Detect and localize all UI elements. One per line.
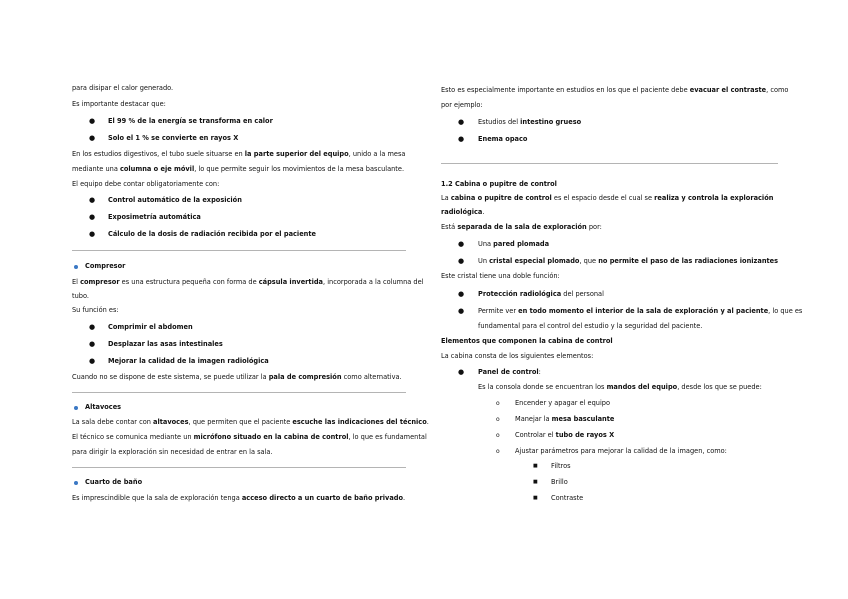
square-bullet-icon: ■ — [533, 479, 538, 485]
list-item: Comprimir el abdomen — [108, 323, 193, 331]
paragraph: Esto es especialmente importante en estudios en los que el paciente debe evacuar el contraste, como — [441, 86, 789, 94]
list-item: Desplazar las asas intestinales — [108, 340, 223, 348]
sub-list-item: Controlar el tubo de rayos X — [515, 431, 615, 439]
paragraph: Es importante destacar que: — [72, 100, 166, 108]
paragraph: Su función es: — [72, 306, 119, 314]
paragraph: mediante una columna o eje móvil, lo que permite seguir los movimientos de la mesa basculante. — [72, 165, 405, 173]
square-bullet-icon: ■ — [533, 495, 538, 501]
paragraph: para dirigir la exploración sin necesidad de entrar en la sala. — [72, 448, 273, 456]
section-heading: Cuarto de baño — [85, 478, 143, 486]
paragraph: radiológica. — [441, 208, 485, 216]
sub-sub-list-item: Brillo — [551, 478, 568, 486]
section-bullet-icon — [74, 265, 78, 269]
sub-sub-list-item: Filtros — [551, 462, 571, 470]
list-item: Un cristal especial plomado, que no permite el paso de las radiaciones ionizantes — [478, 257, 779, 265]
bullet-icon: ● — [458, 257, 465, 265]
bullet-icon: ● — [458, 135, 465, 143]
sub-sub-list-item: Contraste — [551, 494, 584, 502]
divider — [72, 250, 406, 251]
circle-bullet-icon: o — [496, 400, 500, 407]
paragraph: por ejemplo: — [441, 101, 483, 109]
bullet-icon: ● — [89, 230, 96, 238]
list-item: Una pared plomada — [478, 240, 550, 248]
section-bullet-icon — [74, 406, 78, 410]
section-heading: Compresor — [85, 262, 126, 270]
bullet-icon: ● — [89, 340, 96, 348]
list-item: Cálculo de la dosis de radiación recibida por el paciente — [108, 230, 316, 238]
list-item: Exposimetría automática — [108, 213, 201, 221]
bullet-icon: ● — [458, 307, 465, 315]
bullet-icon: ● — [458, 118, 465, 126]
sub-list-item: Manejar la mesa basculante — [515, 415, 615, 423]
bullet-icon: ● — [89, 323, 96, 331]
list-item: Permite ver en todo momento el interior de la sala de exploración y al paciente, lo que es — [478, 307, 803, 315]
sub-list-item: Ajustar parámetros para mejorar la calidad de la imagen, como: — [515, 447, 727, 455]
bullet-icon: ● — [89, 213, 96, 221]
paragraph: La cabina consta de los siguientes elementos: — [441, 352, 594, 360]
divider — [72, 392, 406, 393]
circle-bullet-icon: o — [496, 448, 500, 455]
section-bullet-icon — [74, 481, 78, 485]
bullet-icon: ● — [89, 117, 96, 125]
list-item: Enema opaco — [478, 135, 528, 143]
list-item: Estudios del intestino grueso — [478, 118, 582, 126]
divider — [441, 163, 778, 164]
bullet-icon: ● — [458, 368, 465, 376]
paragraph: El equipo debe contar obligatoriamente con: — [72, 180, 220, 188]
square-bullet-icon: ■ — [533, 463, 538, 469]
paragraph: Cuando no se dispone de este sistema, se puede utilizar la pala de compresión como alternativa. — [72, 373, 402, 381]
paragraph: La sala debe contar con altavoces, que permiten que el paciente escuche las indicaciones del técnico. — [72, 418, 429, 426]
paragraph: tubo. — [72, 292, 89, 300]
section-heading: Altavoces — [85, 403, 122, 411]
paragraph: En los estudios digestivos, el tubo suele situarse en la parte superior del equipo, unido a la mesa — [72, 150, 406, 158]
paragraph: El técnico se comunica mediante un micrófono situado en la cabina de control, lo que es fundamental — [72, 433, 427, 441]
divider — [72, 467, 406, 468]
list-item: Mejorar la calidad de la imagen radiológica — [108, 357, 269, 365]
circle-bullet-icon: o — [496, 416, 500, 423]
sub-list-item: Encender y apagar el equipo — [515, 399, 611, 407]
paragraph: Este cristal tiene una doble función: — [441, 272, 560, 280]
section-heading: Elementos que componen la cabina de control — [441, 337, 613, 345]
bullet-icon: ● — [89, 196, 96, 204]
section-heading: 1.2 Cabina o pupitre de control — [441, 180, 557, 188]
paragraph: Está separada de la sala de exploración por: — [441, 223, 602, 231]
list-item-continuation: fundamental para el control del estudio y la seguridad del paciente. — [478, 322, 703, 330]
circle-bullet-icon: o — [496, 432, 500, 439]
bullet-icon: ● — [89, 134, 96, 142]
bullet-icon: ● — [458, 290, 465, 298]
bullet-icon: ● — [458, 240, 465, 248]
list-item-description: Es la consola donde se encuentran los mandos del equipo, desde los que se puede: — [478, 383, 762, 391]
list-item: Solo el 1 % se convierte en rayos X — [108, 134, 239, 142]
list-item: El 99 % de la energía se transforma en calor — [108, 117, 273, 125]
paragraph: para disipar el calor generado. — [72, 84, 174, 92]
paragraph: La cabina o pupitre de control es el espacio desde el cual se realiza y controla la exploración — [441, 194, 774, 202]
list-item: Panel de control: — [478, 368, 541, 376]
paragraph: Es imprescindible que la sala de exploración tenga acceso directo a un cuarto de baño privado. — [72, 494, 406, 502]
list-item: Control automático de la exposición — [108, 196, 242, 204]
paragraph: El compresor es una estructura pequeña con forma de cápsula invertida, incorporada a la columna del — [72, 278, 424, 286]
list-item: Protección radiológica del personal — [478, 290, 604, 298]
bullet-icon: ● — [89, 357, 96, 365]
